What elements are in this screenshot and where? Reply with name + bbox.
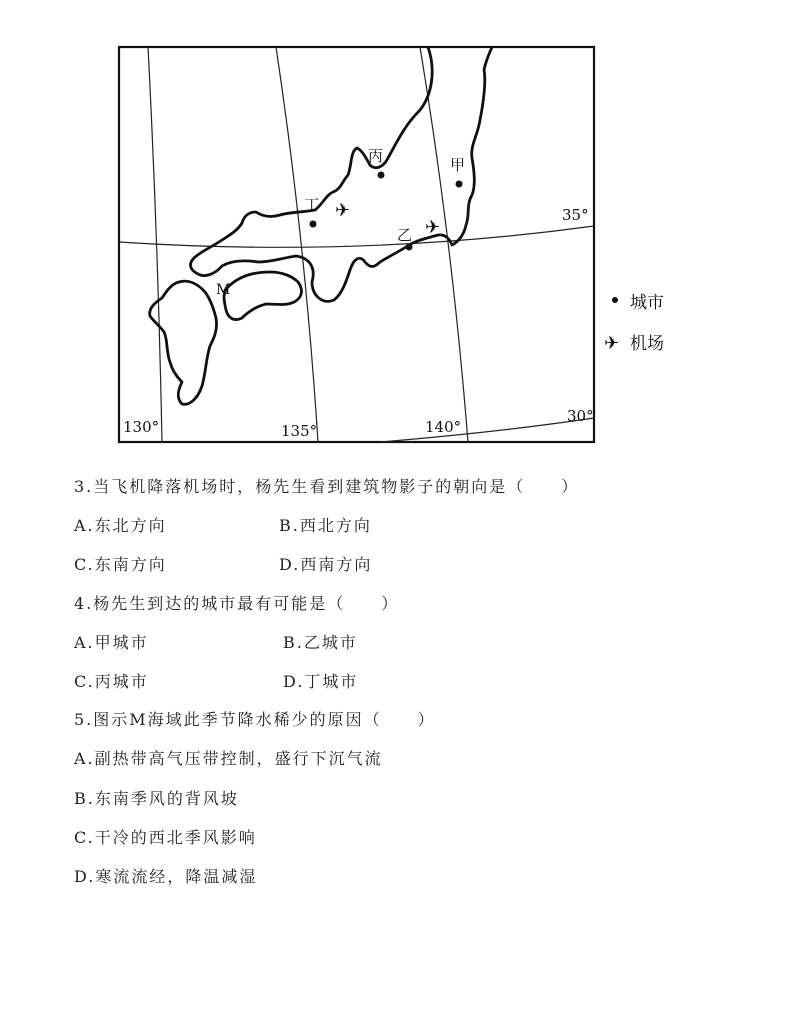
question-4-stem: 4.杨先生到达的城市最有可能是（ ） [74, 594, 400, 613]
airport-icon: ✈ [604, 333, 620, 354]
city-bing-dot [378, 172, 385, 179]
airport-icon: ✈ [425, 217, 441, 238]
parallel-30 [380, 418, 594, 442]
question-4-option-d: D.丁城市 [283, 672, 359, 691]
question-3-option-a: A.东北方向 [74, 516, 167, 535]
airports [335, 200, 440, 238]
question-5-option-d: D.寒流流经，降温减湿 [74, 867, 258, 886]
coastline [150, 47, 492, 404]
question-4-option-b: B.乙城市 [283, 633, 358, 652]
legend-city-label: 城市 [630, 293, 664, 313]
lon-135-label: 135° [281, 422, 318, 440]
question-3-option-b: B.西北方向 [279, 516, 372, 535]
map-frame [119, 47, 594, 442]
legend-city-dot [612, 297, 618, 303]
shikoku-coast [224, 272, 301, 320]
sea-label-m: M [216, 282, 231, 298]
city-ding-dot [310, 221, 317, 228]
meridian-135 [276, 47, 318, 442]
question-5-option-a: A.副热带高气压带控制，盛行下沉气流 [74, 749, 383, 768]
lon-130-label: 130° [123, 418, 160, 436]
question-4-option-a: A.甲城市 [74, 633, 149, 652]
question-3-stem: 3.当飞机降落机场时，杨先生看到建筑物影子的朝向是（ ） [74, 477, 580, 496]
legend-airport-label: 机场 [630, 334, 664, 354]
question-5-option-b: B.东南季风的背风坡 [74, 789, 239, 808]
lat-35-label: 35° [562, 206, 589, 224]
lat-30-label: 30° [567, 407, 594, 425]
question-3-option-d: D.西南方向 [279, 555, 373, 574]
legend [604, 293, 664, 354]
city-yi-dot [406, 244, 413, 251]
lon-140-label: 140° [425, 418, 462, 436]
meridian-140 [420, 47, 468, 442]
city-yi-label: 乙 [397, 226, 413, 244]
city-ding-label: 丁 [304, 196, 320, 214]
question-5-option-c: C.干冷的西北季风影响 [74, 828, 257, 847]
graticule [119, 47, 594, 442]
city-bing-label: 丙 [368, 147, 384, 165]
city-jia-label: 甲 [450, 156, 466, 174]
honshu-coast [191, 47, 492, 301]
question-5-stem: 5.图示M海域此季节降水稀少的原因（ ） [74, 710, 436, 729]
question-4-option-c: C.丙城市 [74, 672, 149, 691]
city-jia-dot [456, 181, 463, 188]
question-3-option-c: C.东南方向 [74, 555, 167, 574]
parallel-35 [119, 226, 594, 247]
japan-map-figure [0, 0, 794, 450]
airport-icon: ✈ [335, 200, 351, 221]
